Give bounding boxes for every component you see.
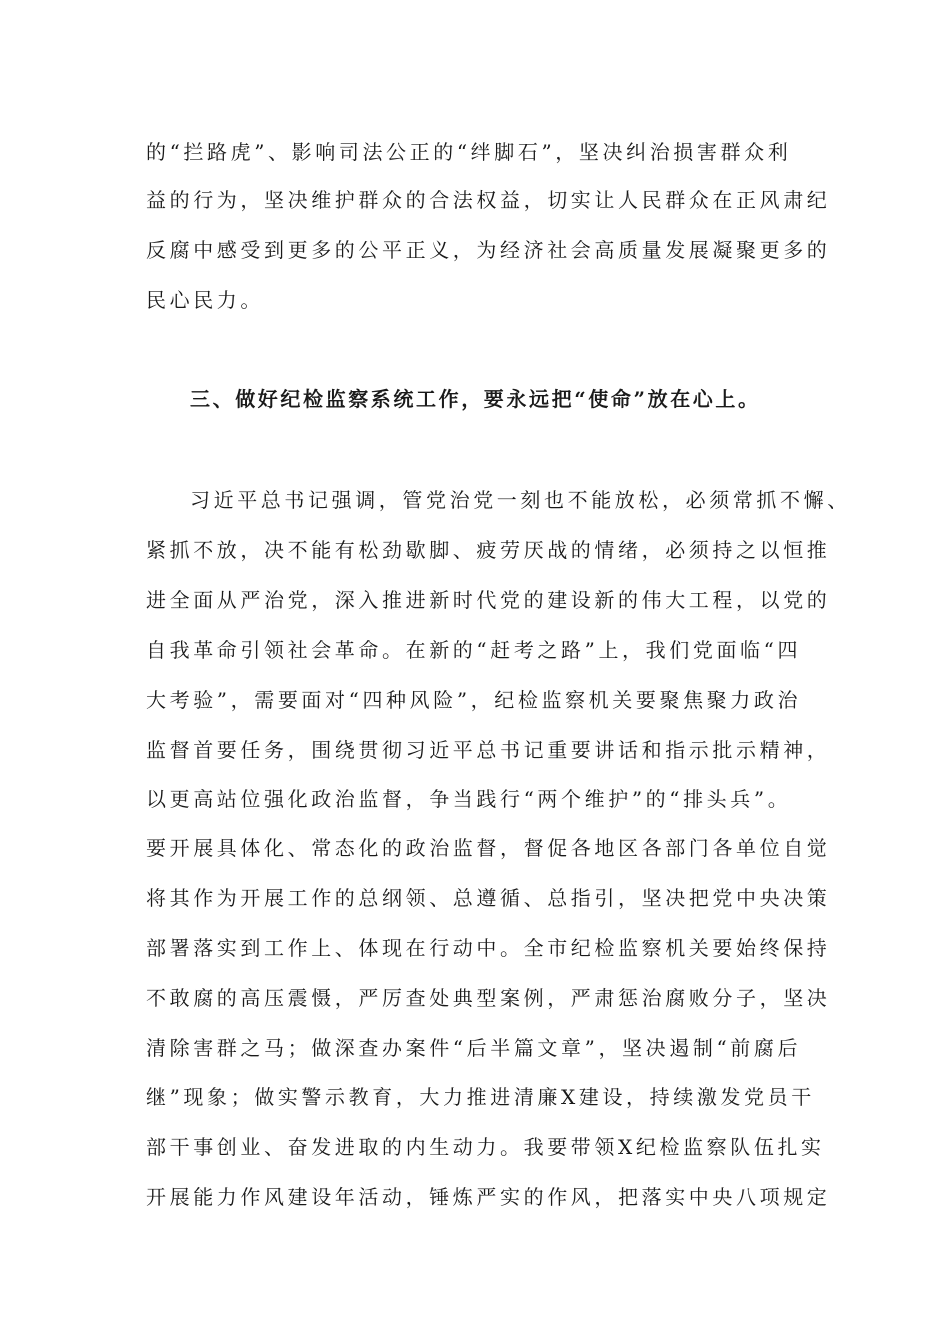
text-line: 清除害群之马；做深查办案件“后半篇文章”，坚决遏制“前腐后	[146, 1036, 802, 1060]
text-line: 开展能力作风建设年活动，锤炼严实的作风，把落实中央八项规定	[146, 1185, 831, 1209]
text-line: 部干事创业、奋发进取的内生动力。我要带领X纪检监察队伍扎实	[146, 1135, 825, 1159]
text-line: 的“拦路虎”、影响司法公正的“绊脚石”，坚决纠治损害群众利	[146, 140, 792, 164]
text-line: 自我革命引领社会革命。在新的“赶考之路”上，我们党面临“四	[146, 638, 802, 662]
text-line: 习近平总书记强调，管党治党一刻也不能放松，必须常抓不懈、	[190, 488, 851, 512]
text-line: 益的行为，坚决维护群众的合法权益，切实让人民群众在正风肃纪	[146, 188, 831, 212]
section-heading: 三、做好纪检监察系统工作，要永远把“使命”放在心上。	[190, 387, 761, 411]
text-line: 进全面从严治党，深入推进新时代党的建设新的伟大工程，以党的	[146, 588, 831, 612]
text-line: 部署落实到工作上、体现在行动中。全市纪检监察机关要始终保持	[146, 936, 831, 960]
text-line: 监督首要任务，围绕贯彻习近平总书记重要讲话和指示批示精神，	[146, 738, 831, 762]
text-line: 继”现象；做实警示教育，大力推进清廉X建设，持续激发党员干	[146, 1085, 815, 1109]
text-line: 以更高站位强化政治监督，争当践行“两个维护”的“排头兵”。	[146, 787, 792, 811]
text-line: 要开展具体化、常态化的政治监督，督促各地区各部门各单位自觉	[146, 836, 831, 860]
text-line: 将其作为开展工作的总纲领、总遵循、总指引，坚决把党中央决策	[146, 886, 831, 910]
text-line: 反腐中感受到更多的公平正义，为经济社会高质量发展凝聚更多的	[146, 238, 831, 262]
text-line: 大考验”，需要面对“四种风险”，纪检监察机关要聚焦聚力政治	[146, 688, 802, 712]
text-line: 不敢腐的高压震慑，严厉查处典型案例，严肃惩治腐败分子，坚决	[146, 986, 831, 1010]
text-line: 紧抓不放，决不能有松劲歇脚、疲劳厌战的情绪，必须持之以恒推	[146, 538, 831, 562]
text-line: 民心民力。	[146, 288, 264, 312]
